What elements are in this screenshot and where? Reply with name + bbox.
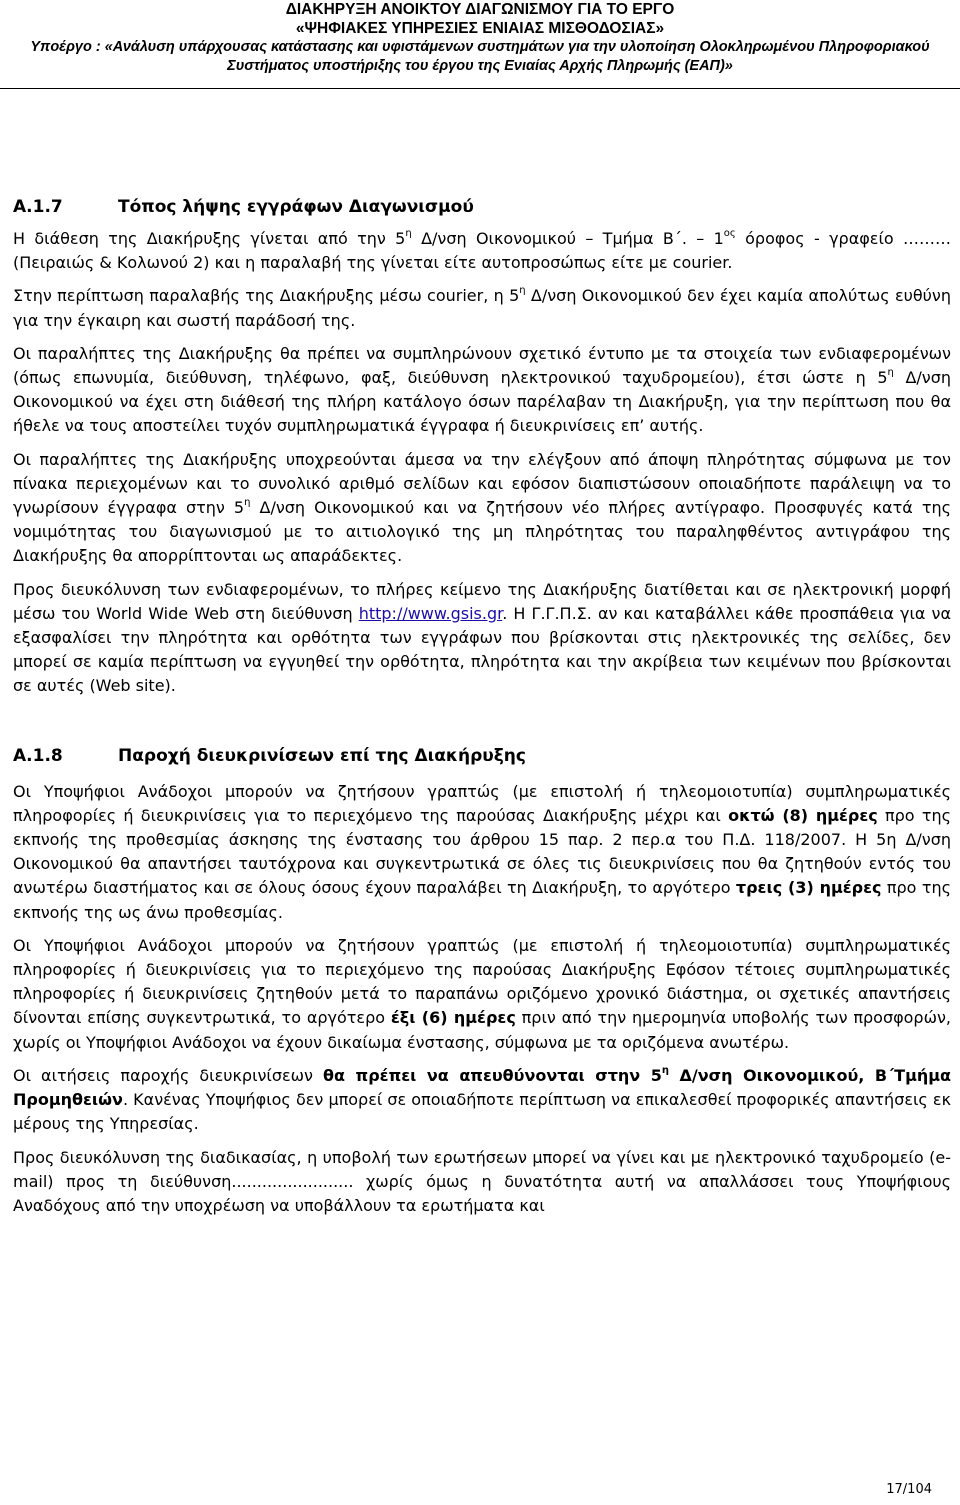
bold-text: τρεις (3) ημέρες <box>735 878 882 898</box>
section-number: Α.1.7 <box>13 197 63 217</box>
paragraph <box>13 578 951 699</box>
text-run: Δ/νση Οικονομικού και να ζητήσουν νέο πλήρες αντίγραφο. Προσφυγές κατά της νομιμότητας του διαγωνισμού με το αιτιολογικό της μη πληρότητας του παραληφθέντος αντιγράφου της Διακήρυξης θα απορρίπτονται ως απαράδεκτες. <box>13 498 952 566</box>
text-run: προ της εκπνοής της ως άνω προθεσμίας. <box>13 878 951 922</box>
text-run: Οι Υποψήφιοι Ανάδοχοι μπορούν να ζητήσουν γραπτώς (με επιστολή ή τηλεομοιοτυπία) συμπληρωματικές πληροφορίες ή διευκρινίσεις για το περιεχόμενο της παρούσας Διακήρυξης Εφόσον τέτοιες συμπληρωματικές πληροφορίες ή διευκρινίσεις ζητηθούν μετά το παραπάνω οριζόμενο χρονικό διάστημα, οι σχετικές απαντήσεις δίνονται επίσης συγκεντρωτικά, το αργότερο <box>13 935 951 1028</box>
superscript: η <box>405 227 412 239</box>
section-title: Τόπος λήψης εγγράφων Διαγωνισμού <box>118 197 474 217</box>
text-run: Η διάθεση της Διακήρυξης γίνεται από την 5 <box>13 229 406 248</box>
header-line-3: Υποέργο : «Ανάλυση υπάρχουσας κατάστασης και υφιστάμενων συστημάτων για την υλοποίηση Ολοκληρωμένου Πληροφοριακού <box>30 39 930 55</box>
text-run: Δ/νση Οικονομικού δεν έχει καμία απολύτως ευθύνη για την έγκαιρη και σωστή παράδοσή της. <box>13 286 951 330</box>
paragraph <box>13 934 951 1055</box>
text-run: Δ/νση Οικονομικού – Τμήμα Β΄. – 1 <box>411 229 724 248</box>
header-divider <box>0 88 960 89</box>
section-heading-a18 <box>13 745 951 767</box>
text-run: . Κανένας Υποψήφιος δεν μπορεί σε οποιαδήποτε περίπτωση να επικαλεσθεί προφορικές απαντήσεις εκ μέρους της Υπηρεσίας. <box>13 1090 951 1134</box>
document-header <box>0 0 960 76</box>
bold-text: οκτώ (8) ημέρες <box>728 805 878 825</box>
text-run: Στην περίπτωση παραλαβής της Διακήρυξης μέσω courier, η 5 <box>13 286 520 306</box>
document-body <box>13 196 951 1218</box>
section-heading-a17 <box>13 196 951 218</box>
text-run: . Η Γ.Γ.Π.Σ. αν και καταβάλλει κάθε προσπάθεια για να εξασφαλίσει την πληρότητα και ορθότητα των εγγράφων που βρίσκονται στις ηλεκτρονικές της σελίδες, δεν μπορεί σε καμία περίπτωση να εγγυηθεί την ορθότητα, πληρότητα και την ακρίβεια των κειμένων που βρίσκονται σε αυτές (Web site). <box>13 603 951 696</box>
text-run: Οι Υποψήφιοι Ανάδοχοι μπορούν να ζητήσουν γραπτώς (με επιστολή ή τηλεομοιοτυπία) συμπληρωματικές πληροφορίες ή διευκρινίσεις για το περιεχόμενο της παρούσας Διακήρυξης μέχρι και <box>13 781 951 825</box>
text-run: πριν από την ημερομηνία υποβολής των προσφορών, χωρίς οι Υποψήφιοι Ανάδοχοι να έχουν δικαίωμα ένστασης, σύμφωνα με τα οριζόμενα ανωτέρω. <box>13 1008 952 1052</box>
paragraph <box>13 227 951 275</box>
text-run: Οι αιτήσεις παροχής διευκρινίσεων <box>13 1065 324 1085</box>
paragraph: Προς διευκόλυνση της διαδικασίας, η υποβολή των ερωτήσεων μπορεί να γίνει και με ηλεκτρονικό ταχυδρομείο (e-mail) προς τη διεύθυνση........................ χωρίς όμως η δυνατότητα αυτή να απαλλάσσει τους Υποψήφιους Αναδόχους από την υποχρέωση να υποβάλλουν τα ερωτήματα και <box>13 1147 951 1215</box>
paragraph <box>13 284 951 332</box>
text-run: προ της εκπνοής της προθεσμίας άσκησης της ένστασης του άρθρου 15 παρ. 2 περ.α του Π.Δ. 118/2007. Η 5η Δ/νση Οικονομικού θα απαντήσει ταυτόχρονα και συγκεντρωτικά σε όλες τις διευκρινίσεις που θα ζητηθούν εντός του ανωτέρω διαστήματος και σε όλους όσους έχουν παραλάβει τη Διακήρυξη, το αργότερο <box>13 805 952 898</box>
paragraph <box>13 1064 951 1137</box>
gsis-link[interactable]: http://www.gsis.gr <box>358 603 503 623</box>
text-run: όροφος - γραφείο ……… (Πειραιώς & Κολωνού 2) και η παραλαβή της γίνεται είτε αυτοπροσώπως είτε με courier. <box>13 229 952 273</box>
superscript: ος <box>723 227 736 239</box>
header-line-2: «ΨΗΦΙΑΚΕΣ ΥΠΗΡΕΣΙΕΣ ΕΝΙΑΙΑΣ ΜΙΣΘΟΔΟΣΙΑΣ» <box>295 20 665 37</box>
bold-text: Δ/νση Οικονομικού, Β΄Τμήμα Προμηθειών <box>13 1065 952 1110</box>
text-run: Οι παραλήπτες της Διακήρυξης θα πρέπει να συμπληρώνουν σχετικό έντυπο με τα στοιχεία των ενδιαφερομένων (όπως επωνυμία, διεύθυνση, τηλέφωνο, φαξ, διεύθυνση ηλεκτρονικού ταχυδρομείου), έτσι ώστε η 5 <box>13 343 951 388</box>
superscript: η <box>887 366 894 378</box>
section-title: Παροχή διευκρινίσεων επί της Διακήρυξης <box>118 745 526 766</box>
text-run: Δ/νση Οικονομικού να έχει στη διάθεσή της πλήρη κατάλογο όσων παρέλαβαν τη Διακήρυξη, για την περίπτωση που θα ήθελε να τους αποστείλει τυχόν συμπληρωματικά έγγραφα ή διευκρινίσεις επ’ αυτής. <box>13 368 951 436</box>
bold-text: έξι (6) ημέρες <box>390 1008 516 1028</box>
text-run: Προς διευκόλυνση των ενδιαφερομένων, το πλήρες κείμενο της Διακήρυξης διατίθεται και σε ηλεκτρονική μορφή μέσω του World Wide Web στη διεύθυνση <box>13 579 951 623</box>
paragraph <box>13 448 951 569</box>
paragraph <box>13 342 951 439</box>
header-line-4: Συστήματος υποστήριξης του έργου της Ενιαίας Αρχής Πληρωμής (ΕΑΠ)» <box>227 58 733 74</box>
bold-text: θα πρέπει να απευθύνονται στην 5 <box>323 1065 662 1085</box>
page-number: 17/104 <box>886 1482 932 1497</box>
header-line-1: ΔΙΑΚΗΡΥΞΗ ΑΝΟΙΚΤΟΥ ΔΙΑΓΩΝΙΣΜΟΥ ΓΙΑ ΤΟ ΕΡΓΟ <box>285 1 675 18</box>
section-number: Α.1.8 <box>13 745 63 766</box>
text-run: Οι παραλήπτες της Διακήρυξης υποχρεούνται άμεσα να την ελέγξουν από άποψη πληρότητας σύμφωνα με τον πίνακα περιεχομένων και το συνολικό αριθμό σελίδων και εφόσον διαπιστώσουν οποιαδήποτε παράλειψη να το γνωρίσουν έγγραφα στην 5 <box>13 449 951 518</box>
paragraph <box>13 780 951 925</box>
superscript: η <box>661 1064 669 1076</box>
superscript: η <box>519 285 526 297</box>
superscript: η <box>244 496 251 508</box>
